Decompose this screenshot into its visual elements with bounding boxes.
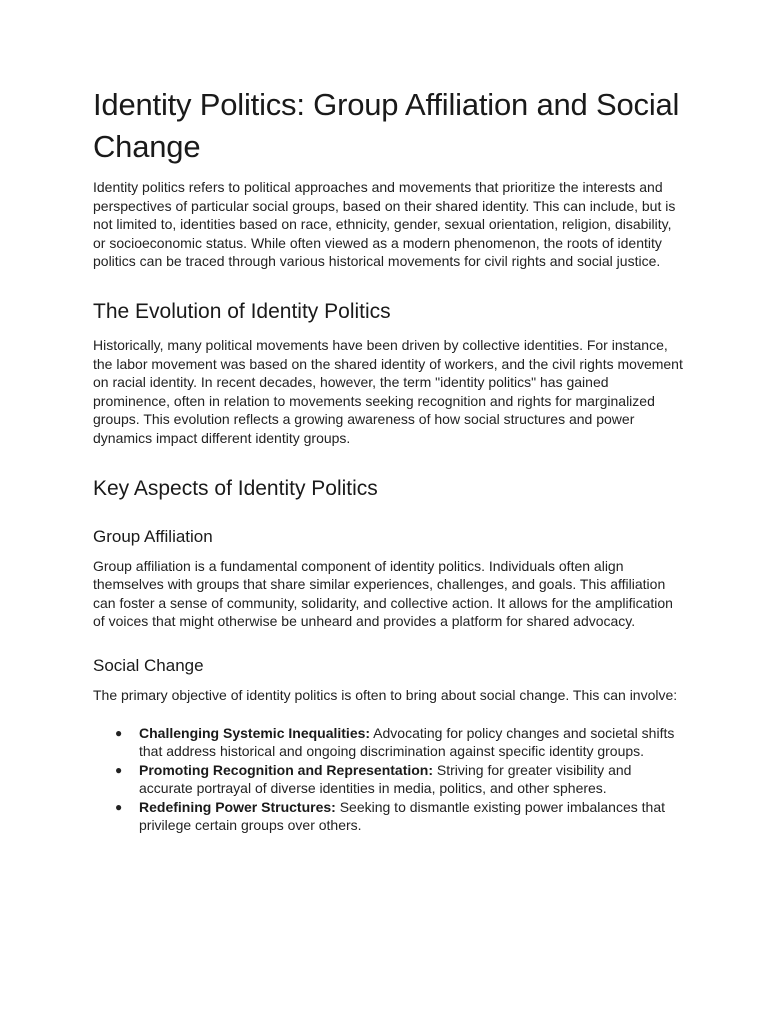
evolution-paragraph: Historically, many political movements have been driven by collective identities. For instance, the labor movement was based on the shared identity of workers, and the civil rights movement on racial identity. In recent decades, however, the term "identity politics" has gained prominence, often in relation to movements seeking recognition and rights for marginalized groups. This evolution reflects a growing awareness of how social structures and power dynamics impact different identity groups.: [93, 336, 683, 446]
group-affiliation-paragraph: Group affiliation is a fundamental component of identity politics. Individuals often align themselves with groups that share similar experiences, challenges, and goals. This affiliation can foster a sense of community, solidarity, and collective action. It allows for the amplification of voices that might otherwise be unheard and provides a platform for shared advocacy.: [93, 557, 673, 630]
spacer: [93, 271, 683, 298]
list-item-text: Striving for greater visibility and accurate portrayal of diverse identities in media, politics, and other spheres.: [139, 761, 632, 797]
list-item: [93, 724, 683, 761]
list-item-text: Seeking to dismantle existing power imbalances that privilege certain groups over others.: [139, 798, 665, 834]
group-affiliation-heading: Group Affiliation: [93, 526, 213, 546]
bullet-icon: ●: [115, 799, 123, 814]
spacer: [93, 448, 683, 475]
bullet-icon: ●: [115, 725, 123, 740]
document-title: Identity Politics: Group Affiliation and Social Change: [93, 87, 680, 164]
list-item-term: Redefining Power Structures:: [139, 798, 336, 815]
key-aspects-heading: Key Aspects of Identity Politics: [93, 476, 378, 500]
list-item: [93, 761, 683, 798]
list-item-text: Advocating for policy changes and societal shifts that address historical and ongoing discrimination against specific identity groups.: [139, 724, 675, 760]
intro-paragraph: Identity politics refers to political approaches and movements that prioritize the interests and perspectives of particular social groups, based on their shared identity. This can include, but is not limited to, identities based on race, ethnicity, gender, sexual orientation, religion, disability, or socioeconomic status. While often viewed as a modern phenomenon, the roots of identity politics can be traced through various historical movements for civil rights and social justice.: [93, 179, 676, 270]
bullet-icon: ●: [115, 762, 123, 777]
spacer: [93, 513, 683, 525]
list-item: [93, 798, 683, 835]
social-change-paragraph: The primary objective of identity politics is often to bring about social change. This can involve:: [93, 686, 678, 703]
list-item-term: Promoting Recognition and Representation:: [139, 761, 434, 778]
evolution-heading: The Evolution of Identity Politics: [93, 299, 391, 323]
list-item-term: Challenging Systemic Inequalities:: [139, 724, 371, 741]
spacer: [93, 705, 683, 724]
social-change-list: [93, 724, 683, 836]
spacer: [93, 631, 683, 654]
social-change-heading: Social Change: [93, 655, 204, 675]
document-page: [93, 84, 683, 835]
